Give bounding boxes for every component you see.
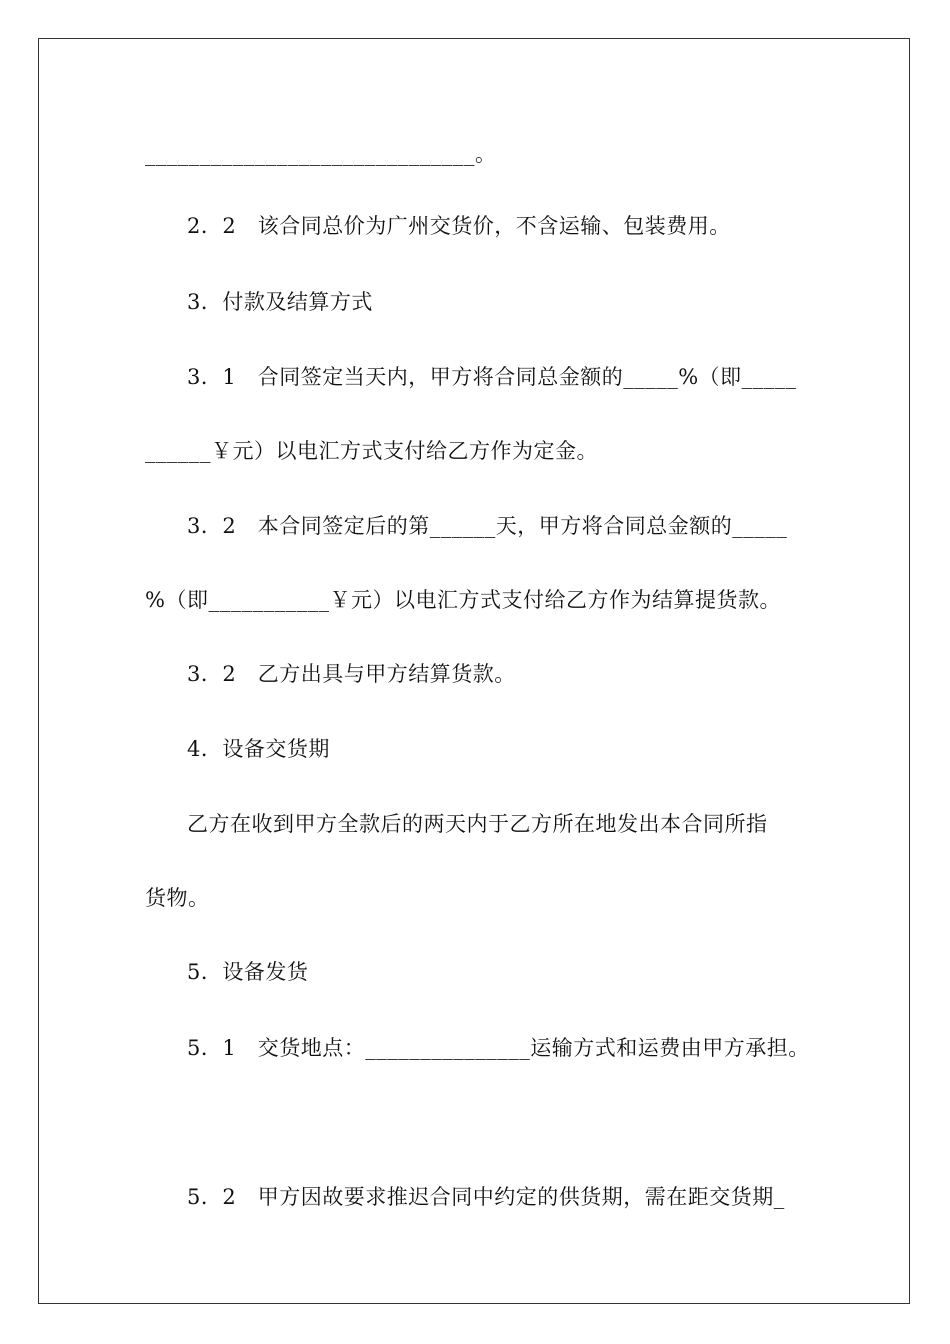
- delivery-period-line-1: 乙方在收到甲方全款后的两天内于乙方所在地发出本合同所指: [187, 812, 768, 836]
- clause-3-2-line-1: 3．2 本合同签定后的第______天，甲方将合同总金额的_____: [187, 514, 788, 538]
- delivery-period-line-2: 货物。: [145, 886, 210, 910]
- section-3-heading: 3．付款及结算方式: [187, 290, 373, 314]
- clause-3-1-line-1: 3．1 合同签定当天内，甲方将合同总金额的_____%（即_____: [187, 365, 797, 389]
- clause-3-2b: 3．2 乙方出具与甲方结算货款。: [187, 662, 516, 686]
- clause-3-1-line-2: ______￥元）以电汇方式支付给乙方作为定金。: [145, 439, 598, 463]
- clause-3-2-line-2: %（即___________￥元）以电汇方式支付给乙方作为结算提货款。: [145, 588, 781, 612]
- clause-5-2: 5．2 甲方因故要求推迟合同中约定的供货期，需在距交货期_: [187, 1185, 785, 1209]
- clause-2-2: 2．2 该合同总价为广州交货价，不含运输、包装费用。: [187, 214, 731, 238]
- text-line-blank-end: ______________________________。: [145, 142, 497, 166]
- section-4-heading: 4．设备交货期: [187, 737, 330, 761]
- section-5-heading: 5．设备发货: [187, 960, 309, 984]
- clause-5-1: 5．1 交货地点：_______________运输方式和运费由甲方承担。: [187, 1036, 810, 1060]
